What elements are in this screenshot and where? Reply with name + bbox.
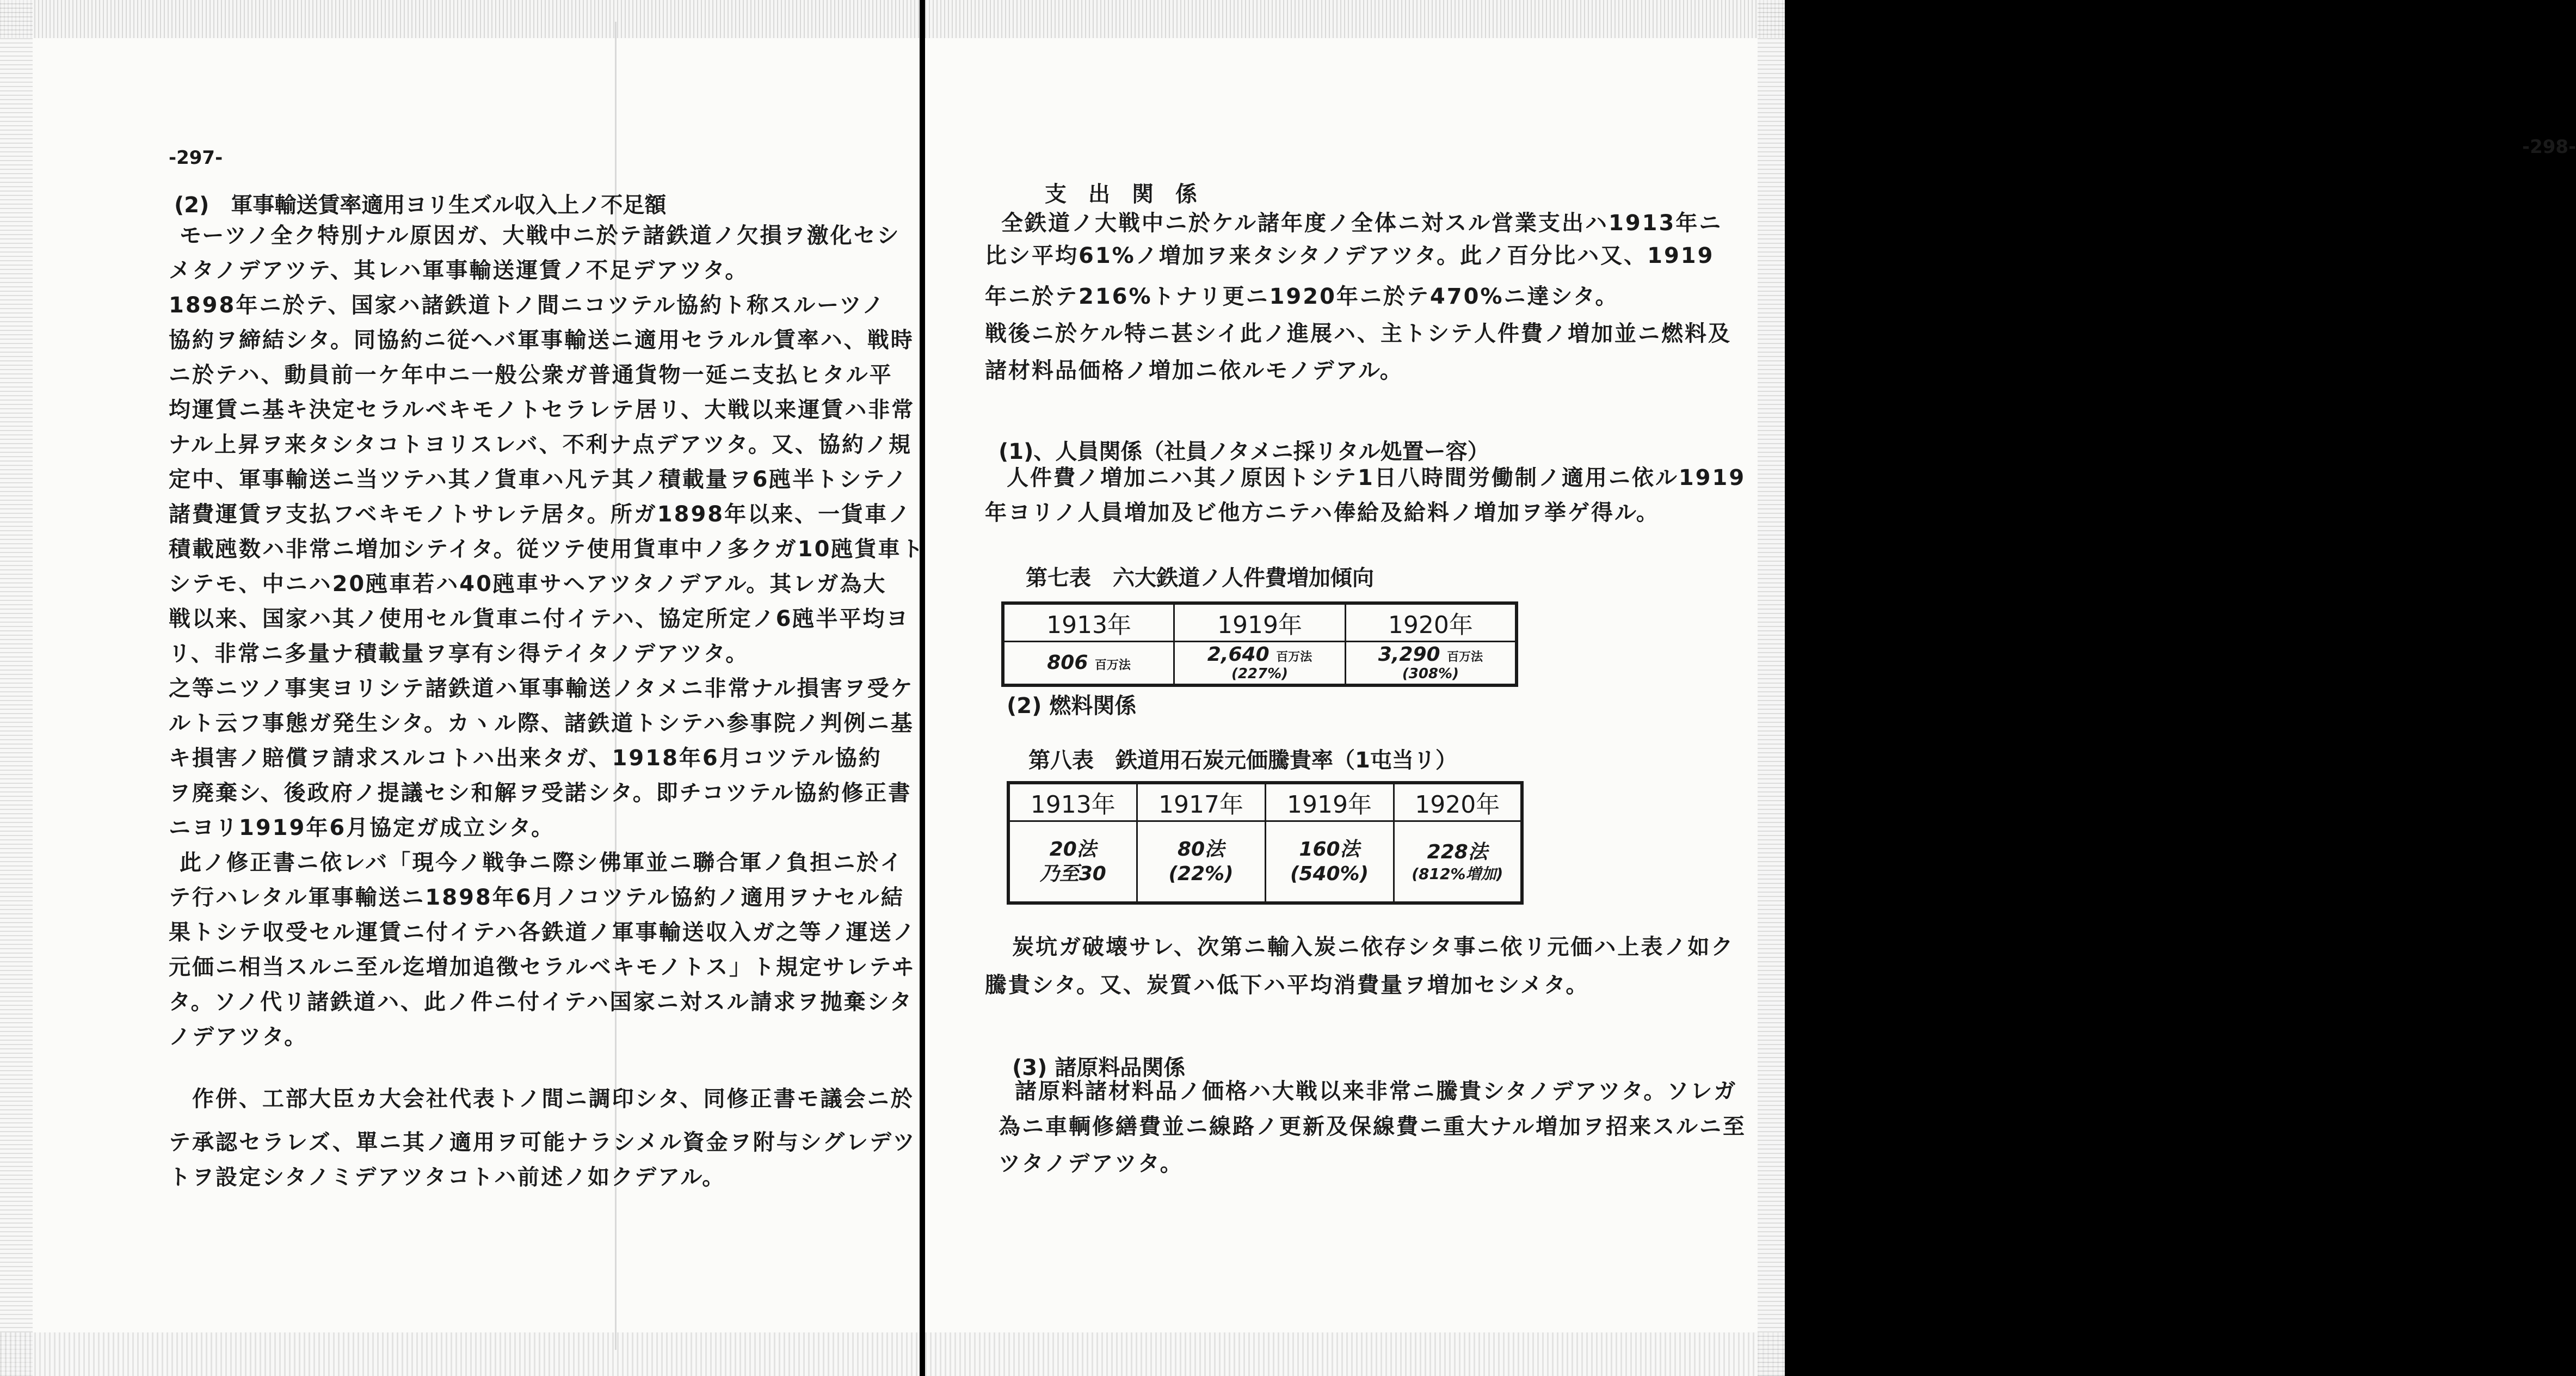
body-line: キ損害ノ賠償ヲ請求スルコトハ出来タガ、1918年6月コツテル協約 <box>169 746 882 771</box>
table-7-title: 第七表 六大鉄道ノ人件費増加傾向 <box>1026 566 1374 591</box>
table-8-cell <box>1008 821 1137 903</box>
body-line: 積載瓲数ハ非常ニ増加シテイタ。従ツテ使用貨車中ノ多クガ10瓲貨車ト <box>169 537 925 562</box>
body-line: テ行ハレタル軍事輸送ニ1898年6月ノコツテル協約ノ適用ヲナセル結 <box>169 885 904 910</box>
body-line: 騰貴シタ。又、炭質ハ低下ハ平均消費量ヲ増加セシメタ。 <box>985 973 1589 998</box>
table-7-cell <box>1003 642 1174 685</box>
body-line: リ、非常ニ多量ナ積載量ヲ享有シ得テイタノデアツタ。 <box>169 641 749 666</box>
body-line: トヲ設定シタノミデアツタコトハ前述ノ如クデアル。 <box>169 1165 726 1190</box>
body-line: 比シ平均61%ノ増加ヲ来タシタノデアツタ。此ノ百分比ハ又、1919 <box>985 243 1715 268</box>
body-line: 全鉄道ノ大戦中ニ於ケル諸年度ノ全体ニ対スル営業支出ハ1913年ニ <box>1001 211 1723 236</box>
table-8-value: 160法 <box>1299 838 1360 861</box>
body-line: 此ノ修正書ニ依レバ「現今ノ戦争ニ際シ佛軍並ニ聯合軍ノ負担ニ於イ <box>180 850 904 875</box>
table-7-header: 1920年 <box>1345 603 1517 642</box>
body-line: テ承認セラレズ、單ニ其ノ適用ヲ可能ナラシメル資金ヲ附与シグレデツ <box>169 1130 916 1155</box>
body-line: 年ヨリノ人員増加及ビ他方ニテハ俸給及給料ノ増加ヲ挙ゲ得ル。 <box>985 500 1660 525</box>
table-7-value: 806 <box>1047 652 1088 674</box>
section-heading-fuel: (2) 燃料関係 <box>1007 693 1137 718</box>
table-8-cell <box>1394 821 1522 903</box>
table-7-cell <box>1174 642 1346 685</box>
left-page <box>0 0 925 1376</box>
body-line: 果トシテ収受セル運賃ニ付イテハ各鉄道ノ軍事輸送収入ガ之等ノ運送ノ <box>169 920 916 945</box>
table-8-header: 1920年 <box>1394 783 1522 821</box>
body-line: 1898年ニ於テ、国家ハ諸鉄道トノ間ニコツテル協約ト称スルーツノ <box>169 293 885 318</box>
body-line: ヲ廃棄シ、後政府ノ提議セシ和解ヲ受諾シタ。即チコツテル協約修正書 <box>169 781 912 806</box>
table-7-unit: 百万法 <box>1276 650 1312 665</box>
body-line: 戦以来、国家ハ其ノ使用セル貨車ニ付イテハ、協定所定ノ6瓲半平均ヨ <box>169 606 910 631</box>
body-line: 均運賃ニ基キ決定セラルベキモノトセラレテ居リ、大戦以来運賃ハ非常 <box>169 397 915 422</box>
scan-noise-top <box>925 0 1785 38</box>
body-line: 人件費ノ増加ニハ其ノ原因トシテ1日八時間労働制ノ適用ニ依ル1919 <box>1007 465 1746 490</box>
body-line: ツタノデアツタ。 <box>999 1151 1184 1176</box>
table-8-value: 80法 <box>1177 838 1225 861</box>
section-heading-expenditure: 支 出 関 係 <box>1045 182 1197 207</box>
table-8-value: 20法 <box>1049 838 1096 861</box>
scan-noise-right <box>1758 0 1785 1376</box>
body-line: 諸材料品価格ノ増加ニ依ルモノデアル。 <box>985 358 1403 383</box>
body-line: シテモ、中ニハ20瓲車若ハ40瓲車サヘアツタノデアル。其レガ為大 <box>169 572 887 597</box>
body-line: メタノデアツテ、其レハ軍事輸送運賃ノ不足デアツタ。 <box>169 258 749 283</box>
body-line: 年ニ於テ216%トナリ更ニ1920年ニ於テ470%ニ達シタ。 <box>985 284 1619 309</box>
scan-noise-bottom <box>0 1332 920 1376</box>
body-line: ナル上昇ヲ来タシタコトヨリスレバ、不利ナ点デアツタ。又、協約ノ規 <box>169 432 912 457</box>
body-line: 諸原料諸材料品ノ価格ハ大戦以来非常ニ騰貴シタノデアツタ。ソレガ <box>1015 1079 1737 1104</box>
body-line: 元価ニ相当スルニ至ル迄増加追徴セラルベキモノトス」ト規定サレテヰ <box>169 955 915 980</box>
scan-noise-left <box>0 0 33 1376</box>
table-7-unit: 百万法 <box>1447 650 1483 665</box>
body-line: ルト云フ事態ガ発生シタ。カヽル際、諸鉄道トシテハ参事院ノ判例ニ基 <box>169 711 914 736</box>
body-line: 協約ヲ締結シタ。同協約ニ従ヘバ軍事輸送ニ適用セラルル賃率ハ、戦時 <box>169 328 914 353</box>
body-line: 之等ニツノ事実ヨリシテ諸鉄道ハ軍事輸送ノタメニ非常ナル損害ヲ受ケ <box>169 676 914 701</box>
table-7-personnel-costs <box>1001 601 1518 687</box>
scan-noise-top <box>0 0 920 38</box>
table-8-note: 乃至30 <box>1039 862 1106 885</box>
table-8-title: 第八表 鉄道用石炭元価騰貴率（1屯当リ） <box>1028 748 1457 773</box>
body-line: ニ於テハ、動員前一ケ年中ニ一般公衆ガ普通貨物一延ニ支払ヒタル平 <box>169 363 893 388</box>
page-number-right: -298- <box>2522 136 2576 158</box>
body-line: 炭坑ガ破壊サレ、次第ニ輸入炭ニ依存シタ事ニ依リ元価ハ上表ノ如ク <box>1012 935 1735 960</box>
table-8-cell <box>1265 821 1394 903</box>
right-page <box>925 0 2576 1376</box>
table-8-value: 228法 <box>1427 840 1488 863</box>
table-7-header: 1919年 <box>1174 603 1346 642</box>
table-8-header: 1917年 <box>1137 783 1265 821</box>
table-8-note: (812%増加) <box>1412 864 1503 883</box>
section-heading-materials: (3) 諸原料品関係 <box>1012 1055 1186 1080</box>
body-line: ニヨリ1919年6月協定ガ成立シタ。 <box>169 815 555 840</box>
body-line: 作併、工部大臣カ大会社代表トノ間ニ調印シタ、同修正書モ議会ニ於 <box>169 1086 914 1111</box>
body-line: 為ニ車輌修繕費並ニ線路ノ更新及保線費ニ重大ナル増加ヲ招来スルニ至 <box>999 1114 1746 1139</box>
body-line: 戦後ニ於ケル特ニ甚シイ此ノ進展ハ、主トシテ人件費ノ増加並ニ燃料及 <box>985 321 1731 346</box>
body-line: 定中、軍事輸送ニ当ツテハ其ノ貨車ハ凡テ其ノ積載量ヲ6瓲半トシテノ <box>169 467 908 492</box>
table-8-cell <box>1137 821 1265 903</box>
page-number-left: -297- <box>169 147 223 169</box>
section-heading-personnel: (1)、人員関係（社員ノタメニ採リタル処置ー容） <box>999 439 1489 464</box>
table-8-header: 1913年 <box>1008 783 1137 821</box>
table-8-header: 1919年 <box>1265 783 1394 821</box>
body-line: ノデアツタ。 <box>169 1024 308 1049</box>
table-7-value: 3,290 <box>1378 643 1440 666</box>
table-7-unit: 百万法 <box>1094 659 1131 673</box>
table-7-value: 2,640 <box>1207 643 1269 666</box>
table-7-note: (308%) <box>1402 666 1459 683</box>
body-line: モーツノ全ク特別ナル原因ガ、大戦中ニ於テ諸鉄道ノ欠損ヲ激化セシ <box>180 223 901 248</box>
scan-noise-bottom <box>925 1332 1785 1376</box>
table-7-header: 1913年 <box>1003 603 1174 642</box>
section-heading-military-transport: (2) 軍事輸送賃率適用ヨリ生ズル収入上ノ不足額 <box>174 193 667 218</box>
body-line: 諸費運賃ヲ支払フベキモノトサレテ居タ。所ガ1898年以来、一貨車ノ <box>169 502 912 527</box>
table-8-note: (540%) <box>1290 862 1369 885</box>
table-7-note: (227%) <box>1231 666 1289 683</box>
table-8-coal-prices <box>1007 781 1524 905</box>
table-8-note: (22%) <box>1168 862 1234 885</box>
table-7-cell <box>1345 642 1517 685</box>
body-line: タ。ソノ代リ諸鉄道ハ、此ノ件ニ付イテハ国家ニ対スル請求ヲ抛棄シタ <box>169 990 913 1015</box>
